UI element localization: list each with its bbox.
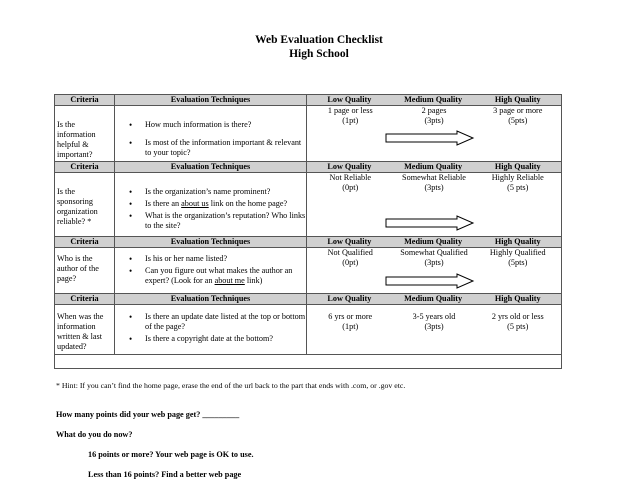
low-quality-value: 1 page or less (1pt)	[327, 106, 373, 125]
technique-item: • Can you figure out what makes the author an expert? (Look for an about me link)	[145, 266, 306, 286]
low-quality-value: Not Qualified (0pt)	[327, 248, 373, 267]
techniques-header: Evaluation Techniques	[115, 95, 307, 106]
medium-quality-value: 2 pages (3pts)	[421, 106, 447, 125]
arrow-right-icon	[385, 130, 475, 146]
ok-result-text: 16 points or more? Your web page is OK to use.	[88, 450, 254, 459]
criteria-cell: When was the information written & last updated?	[55, 305, 115, 355]
technique-item: • Is most of the information important & relevant to your topic?	[145, 138, 306, 158]
page-subtitle: High School	[289, 48, 349, 60]
medium-quality-value: Somewhat Qualified (3pts)	[400, 248, 468, 267]
technique-item: • Is there an about us link on the home page?	[145, 199, 306, 209]
technique-item: • Is there an update date listed at the top or bottom of the page?	[145, 312, 306, 332]
high-quality-value: Highly Qualified (5pts)	[489, 248, 546, 267]
header-row: Criteria Evaluation Techniques Low Quality Medium Quality High Quality	[55, 237, 562, 248]
arrow-right-icon	[385, 273, 475, 289]
high-quality-value: 3 page or more (5pts)	[493, 106, 543, 125]
low-quality-header: Low Quality	[327, 95, 372, 104]
technique-item: • Is there a copyright date at the bottom?	[145, 334, 306, 344]
technique-item: • How much information is there?	[145, 120, 306, 130]
hint-row	[55, 355, 562, 369]
arrow-right-icon	[385, 215, 475, 231]
checklist-table	[54, 94, 562, 369]
header-row: Criteria Evaluation Techniques Low Quality Medium Quality High Quality	[55, 294, 562, 305]
high-quality-header: High Quality	[494, 95, 541, 104]
medium-quality-value: 3-5 years old (3pts)	[412, 312, 456, 331]
technique-item: • What is the organization’s reputation? Who links to the site?	[145, 211, 306, 231]
medium-quality-header: Medium Quality	[404, 95, 463, 104]
criteria-cell: Who is the author of the page?	[55, 248, 115, 294]
table-row	[55, 106, 562, 162]
table-row	[55, 248, 562, 294]
high-quality-value: 2 yrs old or less (5 pts)	[491, 312, 544, 331]
hint-text: * Hint: If you can’t find the home page, erase the end of the url back to the part that ends with .com, or .gov etc.	[56, 381, 406, 390]
header-row	[55, 95, 562, 106]
header-row: Criteria Evaluation Techniques Low Quality Medium Quality High Quality	[55, 162, 562, 173]
low-quality-value: Not Reliable (0pt)	[329, 173, 372, 192]
criteria-cell: Is the sponsoring organization reliable? *	[55, 173, 115, 237]
high-quality-value: Highly Reliable (5 pts)	[491, 173, 544, 192]
technique-item: • Is his or her name listed?	[145, 254, 306, 264]
technique-item: • Is the organization’s name prominent?	[145, 187, 306, 197]
table-row	[55, 305, 562, 355]
low-quality-value: 6 yrs or more (1pt)	[328, 312, 373, 331]
table-row	[55, 173, 562, 237]
next-step-question: What do you do now?	[56, 430, 133, 439]
points-question: How many points did your web page get? _________	[56, 410, 240, 419]
bad-result-text: Less than 16 points? Find a better web page	[88, 470, 242, 479]
criteria-header: Criteria	[55, 95, 115, 106]
criteria-cell: Is the information helpful & important?	[55, 106, 115, 162]
page-title: Web Evaluation Checklist	[255, 34, 383, 46]
medium-quality-value: Somewhat Reliable (3pts)	[402, 173, 466, 192]
